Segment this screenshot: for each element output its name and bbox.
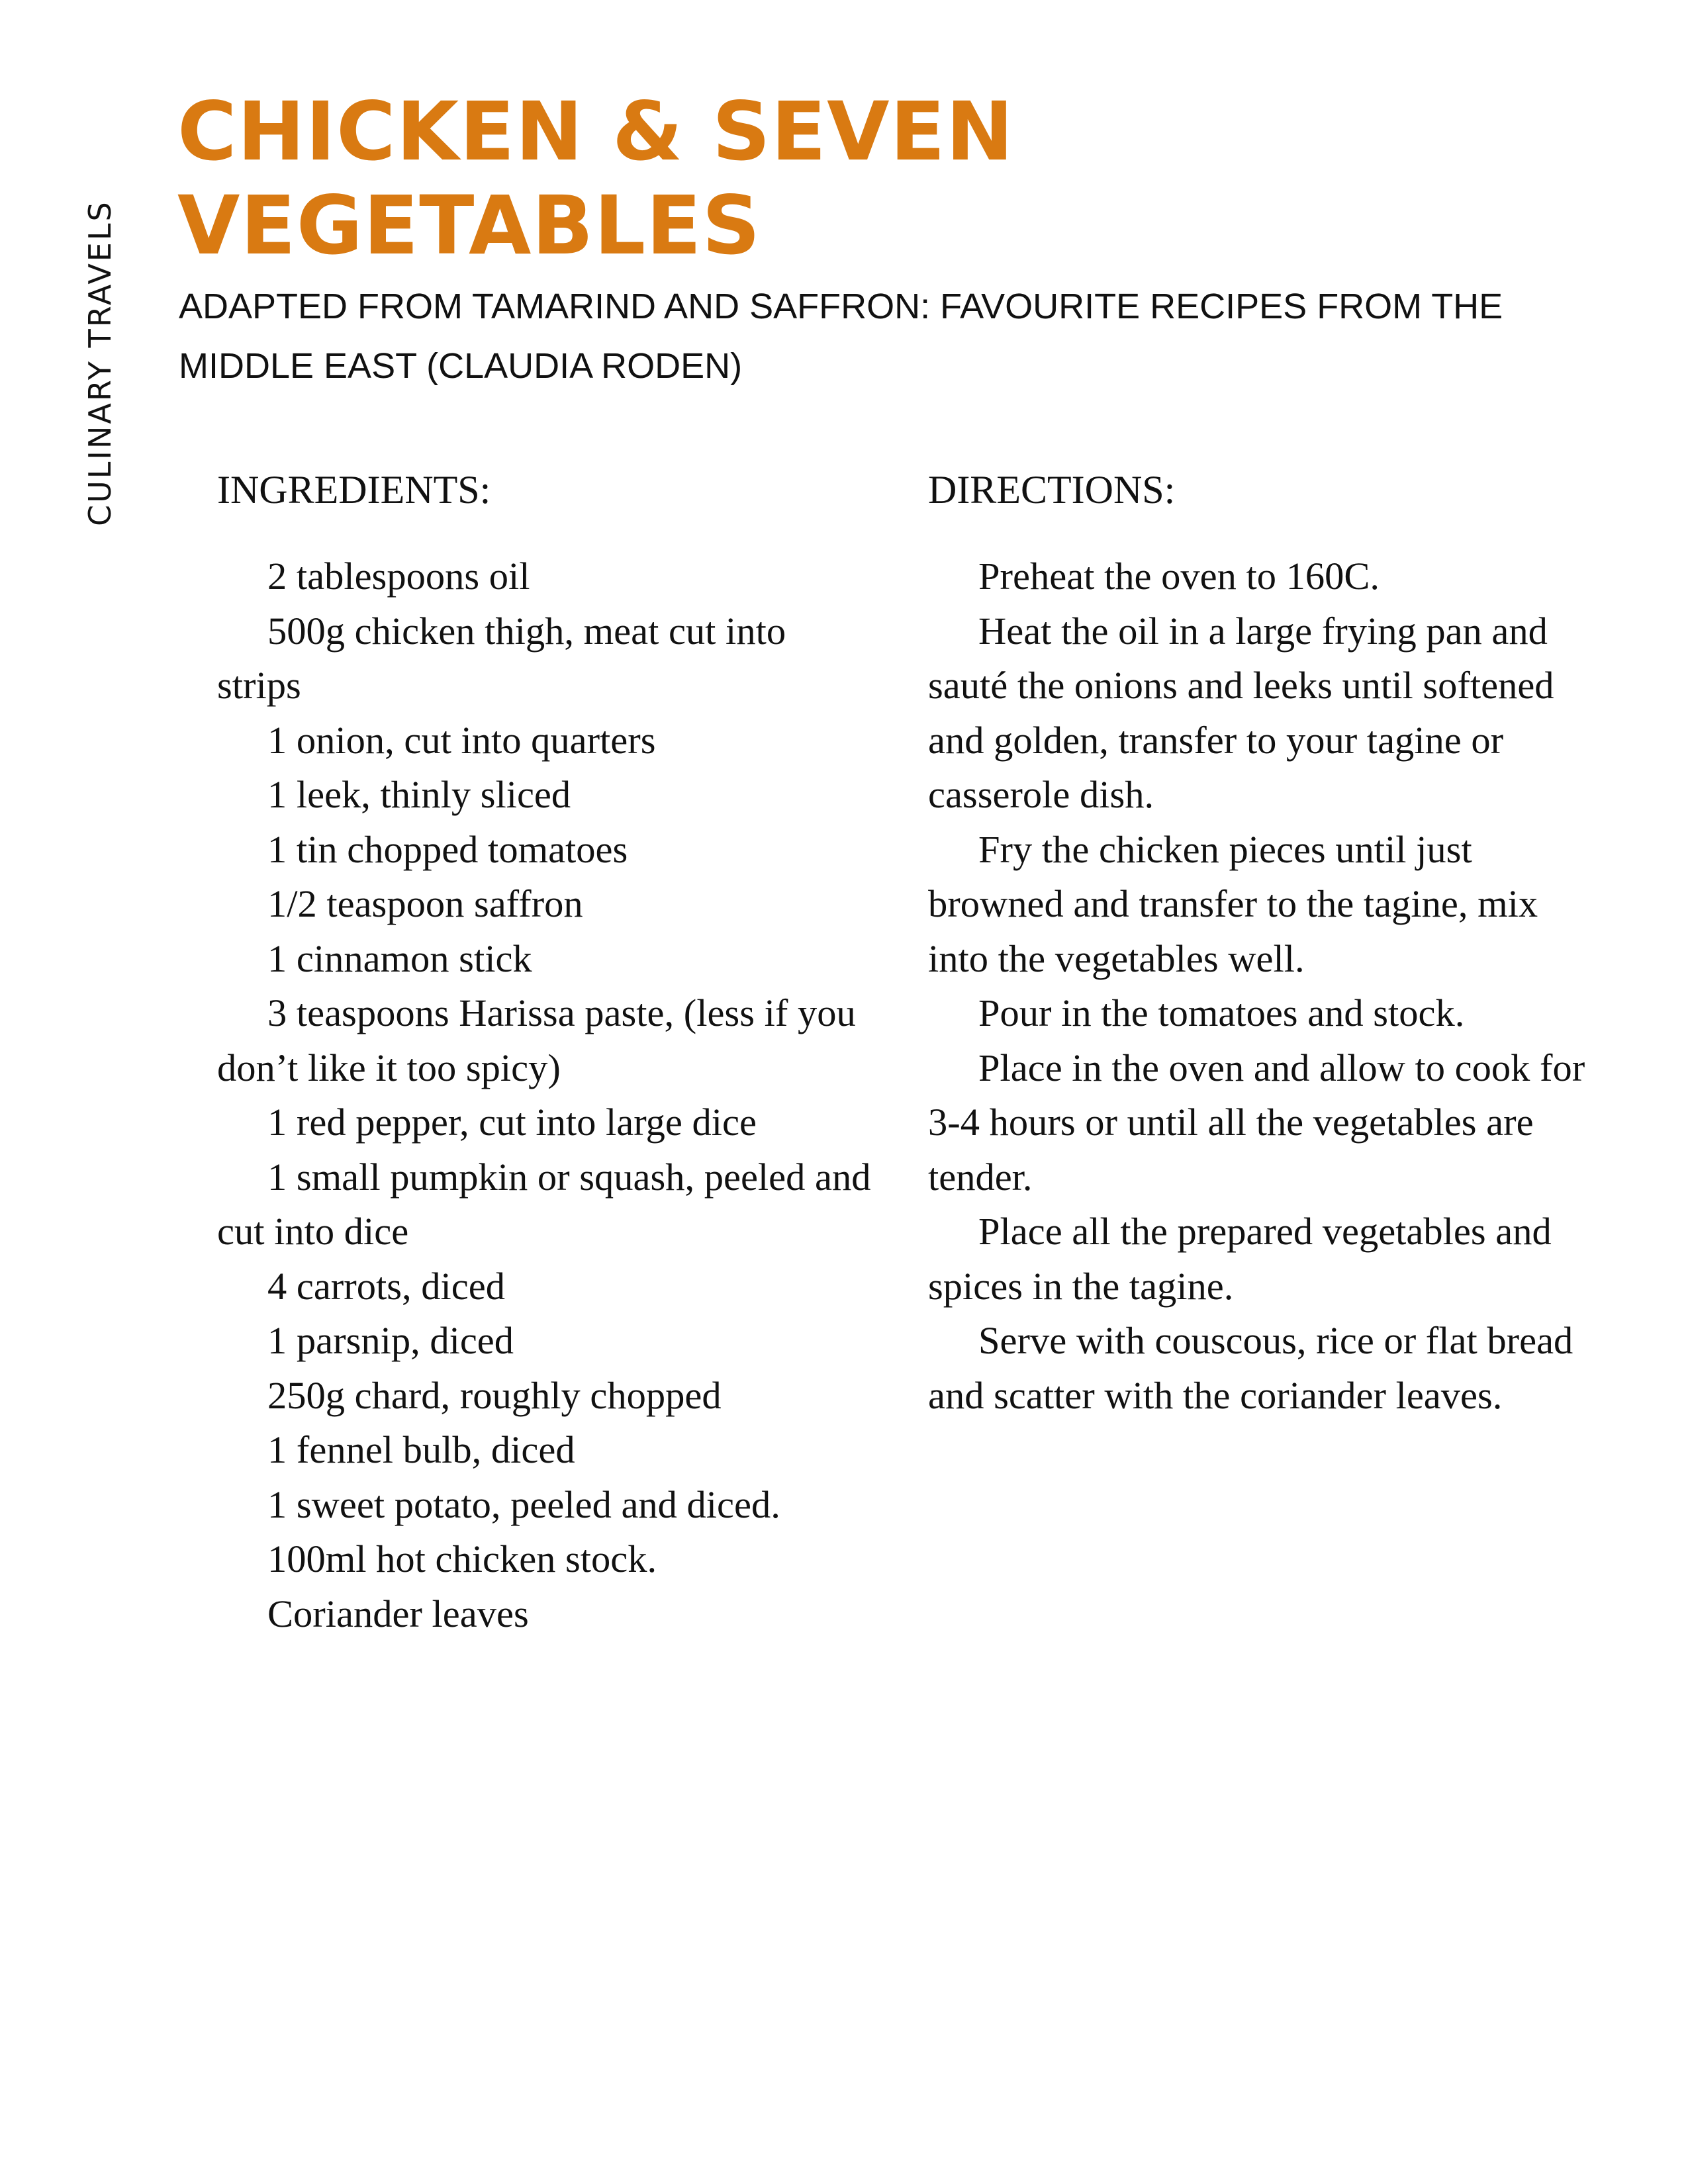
direction-step: Pour in the tomatoes and stock. [978,991,1465,1034]
direction-step: Place in the oven and allow to cook for 3-4 hours or until all the vegetables are tender. [928,1046,1585,1199]
directions-list [928,549,1590,1423]
ingredient-item: 3 teaspoons Harissa paste, (less if you don’t like it too spicy) [217,991,856,1089]
ingredient-item: 2 tablespoons oil [267,555,530,598]
ingredient-item: Coriander leaves [267,1592,529,1635]
ingredient-item: 100ml hot chicken stock. [267,1537,657,1580]
ingredient-item: 1 tin chopped tomatoes [267,827,628,871]
ingredients-section [217,463,879,1641]
direction-step: Fry the chicken pieces until just browned and transfer to the tagine, mix into the vegetables well. [928,827,1538,980]
ingredients-list [217,549,879,1641]
ingredient-item: 1/2 teaspoon saffron [267,882,583,925]
ingredient-item: 1 red pepper, cut into large dice [267,1101,757,1144]
ingredient-item: 1 sweet potato, peeled and diced. [267,1482,780,1526]
ingredient-item: 1 parsnip, diced [267,1319,514,1362]
ingredient-item: 500g chicken thigh, meat cut into strips [217,609,786,707]
ingredient-item: 1 fennel bulb, diced [267,1428,575,1471]
recipe-title: CHICKEN & SEVEN VEGETABLES [177,85,1014,273]
side-label: CULINARY TRAVELS [82,200,118,526]
ingredient-item: 1 small pumpkin or squash, peeled and cut into dice [217,1155,871,1253]
direction-step: Serve with couscous, rice or flat bread and scatter with the coriander leaves. [928,1319,1573,1417]
direction-step: Place all the prepared vegetables and spices in the tagine. [928,1210,1552,1308]
ingredient-item: 4 carrots, diced [267,1264,505,1308]
ingredient-item: 1 leek, thinly sliced [267,773,571,816]
ingredient-item: 1 cinnamon stick [267,936,532,980]
ingredients-heading: INGREDIENTS: [217,468,491,512]
ingredient-item: 1 onion, cut into quarters [267,718,656,762]
directions-heading: DIRECTIONS: [928,468,1176,512]
ingredient-item: 250g chard, roughly chopped [267,1373,722,1417]
direction-step: Preheat the oven to 160C. [978,555,1380,598]
directions-section [928,463,1590,1423]
recipe-source: ADAPTED FROM TAMARIND AND SAFFRON: FAVOURITE RECIPES FROM THE MIDDLE EAST (CLAUDIA RODEN) [179,287,1503,386]
direction-step: Heat the oil in a large frying pan and sauté the onions and leeks until softened and golden, transfer to your tagine or casserole dish. [928,609,1554,816]
